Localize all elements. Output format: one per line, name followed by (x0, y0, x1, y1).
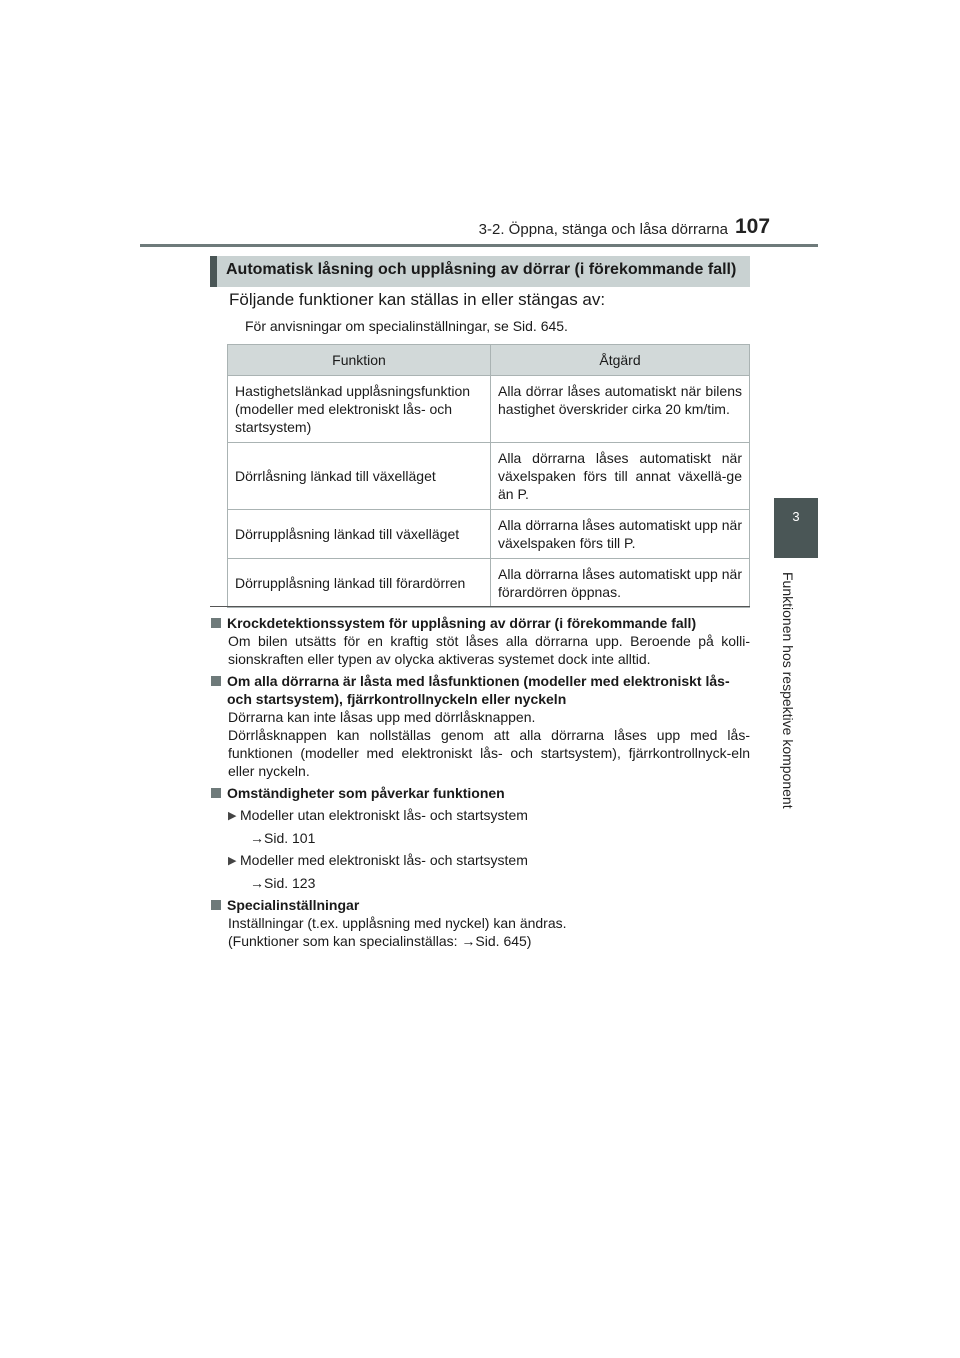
triangle-bullet-icon: ▶ (228, 855, 237, 867)
function-cell: Hastighetslänkad upplåsningsfunktion (modeller med elektroniskt lås- och startsystem) (228, 376, 491, 443)
note-paragraph: Dörrlåsknappen kan nollställas genom att alla dörrarna låses upp med lås-funktionen (modeller med elektroniskt lås- och startsystem), fjärrkontrollnyck-eln eller nyckeln. (228, 727, 750, 779)
note-circumstances (210, 784, 750, 892)
note-paragraph: Inställningar (t.ex. upplåsning med nyckel) kan ändras. (228, 915, 567, 931)
page-reference: →Sid. 123 (250, 875, 316, 891)
column-header-action: Åtgärd (491, 345, 750, 376)
section-heading-text: Automatisk låsning och upplåsning av dörrar (i förekommande fall) (226, 261, 737, 278)
note-crash-detection (210, 614, 750, 668)
table-row (228, 443, 750, 510)
square-bullet-icon (211, 900, 221, 910)
chapter-title: 3-2. Öppna, stänga och låsa dörrarna (478, 221, 728, 238)
section-note: För anvisningar om specialinställningar, se Sid. 645. (245, 318, 568, 334)
function-cell: Dörrupplåsning länkad till förardörren (228, 559, 491, 608)
square-bullet-icon (211, 618, 221, 628)
triangle-bullet-icon: ▶ (228, 810, 237, 822)
list-item-text: Modeller utan elektroniskt lås- och startsystem (240, 807, 528, 823)
notes-section (210, 614, 750, 954)
note-paragraph: (Funktioner som kan specialinställas: →Sid. 645) (228, 933, 532, 949)
note-title: Om alla dörrarna är låsta med låsfunktionen (modeller med elektroniskt lås- och startsystem), fjärrkontrollnyckeln eller nyckeln (227, 673, 730, 707)
square-bullet-icon (211, 676, 221, 686)
action-cell: Alla dörrarna låses automatiskt upp när växelspaken förs till P. (491, 510, 750, 559)
notes-separator (210, 606, 750, 607)
square-bullet-icon (211, 788, 221, 798)
list-item (210, 851, 750, 870)
chapter-tab: 3 (774, 498, 818, 558)
page-number: 107 (735, 215, 771, 238)
note-paragraph: Dörrarna kan inte låsas upp med dörrlåsknappen. (228, 709, 536, 725)
note-title: Omständigheter som påverkar funktionen (227, 785, 505, 801)
note-title: Krockdetektionssystem för upplåsning av dörrar (i förekommande fall) (227, 615, 697, 631)
action-cell: Alla dörrar låses automatiskt när bilens hastighet överskrider cirka 20 km/tim. (491, 376, 750, 443)
action-cell: Alla dörrarna låses automatiskt när växelspaken förs till annat växellä-ge än P. (491, 443, 750, 510)
section-heading (210, 256, 750, 287)
table-row (228, 376, 750, 443)
table-row (228, 559, 750, 608)
action-cell: Alla dörrarna låses automatiskt upp när förardörren öppnas. (491, 559, 750, 608)
section-intro: Följande funktioner kan ställas in eller stängas av: (229, 290, 606, 309)
section-heading-bar (210, 256, 217, 287)
function-cell: Dörrlåsning länkad till växelläget (228, 443, 491, 510)
table-row (228, 510, 750, 559)
note-title: Specialinställningar (227, 897, 360, 913)
function-table (227, 344, 750, 608)
function-cell: Dörrupplåsning länkad till växelläget (228, 510, 491, 559)
header-rule (140, 244, 818, 247)
column-header-function: Funktion (228, 345, 491, 376)
note-custom-settings (210, 896, 750, 950)
note-paragraph: Om bilen utsätts för en kraftig stöt låses alla dörrarna upp. Beroende på kolli-sionskraften eller typen av olycka aktiveras systemet dock inte alltid. (228, 633, 750, 667)
chapter-tab-label: Funktionen hos respektive komponent (780, 572, 796, 809)
note-all-doors-locked (210, 672, 750, 780)
list-item-text: Modeller med elektroniskt lås- och startsystem (240, 852, 528, 868)
page-reference: →Sid. 101 (250, 830, 316, 846)
list-item (210, 806, 750, 825)
